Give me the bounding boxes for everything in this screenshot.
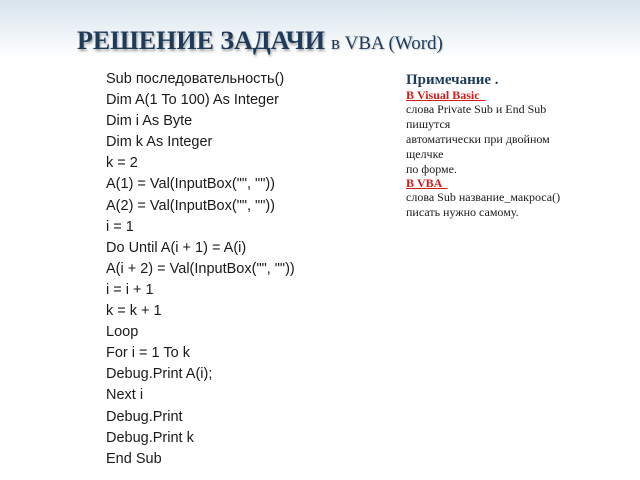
- code-line: k = 2: [106, 155, 138, 172]
- code-line: End Sub: [106, 450, 162, 467]
- note-box: [406, 72, 611, 220]
- code-line: A(2) = Val(InputBox("", "")): [106, 197, 275, 214]
- code-line: Loop: [106, 324, 139, 341]
- code-line: Dim i As Byte: [106, 113, 193, 130]
- note-vb-line: автоматически при двойном: [406, 132, 550, 146]
- code-line: Dim k As Integer: [106, 134, 213, 151]
- code-line: i = i + 1: [106, 281, 154, 298]
- note-title: Примечание .: [406, 72, 499, 88]
- note-vb-line: щелчке: [406, 147, 444, 161]
- code-line: Debug.Print: [106, 408, 183, 425]
- code-line: For i = 1 To k: [106, 345, 190, 362]
- code-line: i = 1: [106, 218, 134, 235]
- slide-title-main: РЕШЕНИЕ ЗАДАЧИ: [77, 26, 325, 55]
- note-vba-line: писать нужно самому.: [406, 205, 519, 219]
- note-vb-line: по форме.: [406, 162, 457, 176]
- code-line: A(i + 2) = Val(InputBox("", "")): [106, 260, 295, 277]
- code-line: Do Until A(i + 1) = A(i): [106, 239, 247, 256]
- vba-code-listing: [106, 69, 295, 470]
- code-line: A(1) = Val(InputBox("", "")): [106, 176, 275, 193]
- code-line: Debug.Print A(i);: [106, 366, 213, 383]
- code-line: k = k + 1: [106, 303, 162, 320]
- slide-title: [77, 22, 443, 54]
- note-vba-heading: В VBA: [406, 176, 448, 190]
- code-line: Sub последовательность(): [106, 71, 285, 87]
- code-line: Next i: [106, 387, 144, 404]
- note-vb-line: пишутся: [406, 117, 451, 131]
- code-line: Debug.Print k: [106, 429, 194, 446]
- code-line: Dim A(1 To 100) As Integer: [106, 92, 280, 109]
- note-vb-line: слова Private Sub и End Sub: [406, 102, 547, 116]
- note-vb-heading: В Visual Basic: [406, 88, 486, 102]
- slide-title-sub: в VBA (Word): [330, 33, 443, 54]
- note-vba-line: слова Sub название_макроса(): [406, 190, 561, 204]
